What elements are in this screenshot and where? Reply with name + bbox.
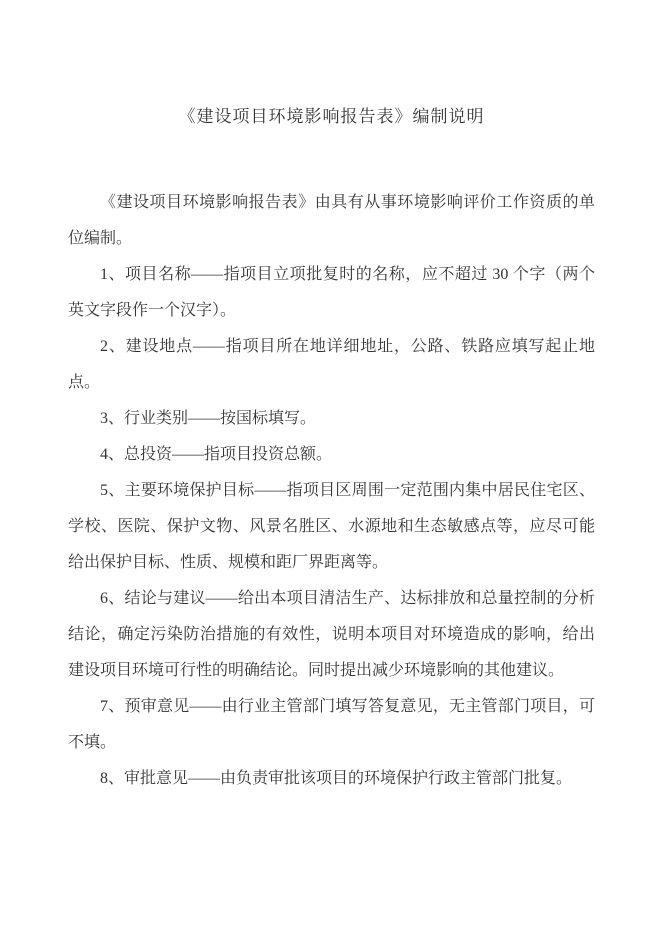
paragraph: 2、建设地点——指项目所在地详细地址，公路、铁路应填写起止地点。 — [68, 338, 595, 391]
document-title: 《建设项目环境影响报告表》编制说明 — [178, 107, 485, 126]
paragraph: 7、预审意见——由行业主管部门填写答复意见，无主管部门项目，可不填。 — [68, 698, 595, 751]
paragraph: 4、总投资——指项目投资总额。 — [100, 446, 333, 463]
paragraph: 《建设项目环境影响报告表》由具有从事环境影响评价工作资质的单位编制。 — [68, 194, 595, 247]
paragraph: 6、结论与建议——给出本项目清洁生产、达标排放和总量控制的分析结论，确定污染防治措施的有效性，说明本项目对环境造成的影响，给出建设项目环境可行性的明确结论。同时提出减少环境影响的其他建议。 — [68, 590, 595, 679]
document-body — [68, 185, 595, 797]
paragraph: 3、行业类别——按国标填写。 — [100, 410, 317, 427]
paragraph: 5、主要环境保护目标——指项目区周围一定范围内集中居民住宅区、学校、医院、保护文物、风景名胜区、水源地和生态敏感点等，应尽可能给出保护目标、性质、规模和距厂界距离等。 — [68, 482, 595, 571]
paragraph: 8、审批意见——由负责审批该项目的环境保护行政主管部门批复。 — [100, 770, 573, 787]
paragraph: 1、项目名称——指项目立项批复时的名称，应不超过 30 个字（两个英文字段作一个汉字）。 — [68, 266, 595, 319]
